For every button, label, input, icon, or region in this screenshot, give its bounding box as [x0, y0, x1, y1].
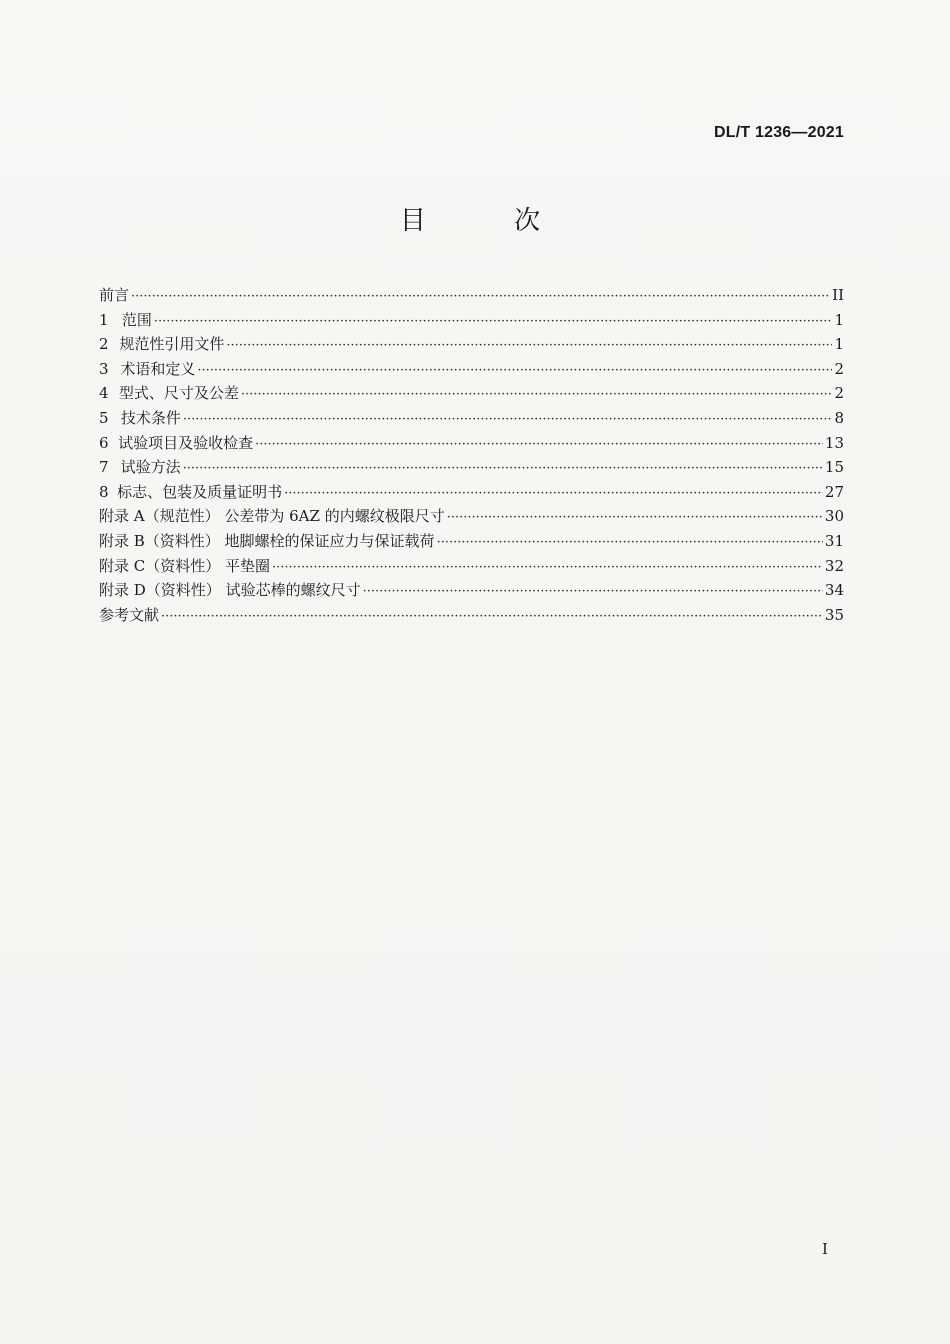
toc-leader-dots — [226, 332, 832, 357]
toc-entry-label: 术语和定义 — [120, 359, 196, 378]
page-title: 目 次 — [399, 206, 581, 236]
toc-entry-number: 5 — [99, 408, 109, 427]
toc-entry-number: 8 — [99, 482, 109, 501]
toc-leader-dots — [131, 283, 830, 308]
toc-entry[interactable] — [99, 283, 844, 308]
toc-entry-label: 标志、包装及质量证明书 — [117, 482, 283, 501]
toc-entry[interactable] — [99, 308, 844, 333]
toc-entry-page: 1 — [834, 310, 844, 329]
toc-entry-number: 6 — [99, 433, 109, 452]
toc-leader-dots — [183, 406, 832, 431]
toc-entry-label: 试验方法 — [120, 458, 181, 477]
toc-leader-dots — [284, 480, 823, 505]
toc-entry-page: 32 — [824, 556, 844, 575]
toc-entry[interactable] — [99, 381, 844, 406]
toc-entry[interactable] — [99, 480, 844, 505]
toc-entry-label: 型式、尺寸及公差 — [118, 384, 239, 403]
toc-leader-dots — [161, 603, 823, 628]
toc-entry-page: 1 — [834, 335, 844, 354]
toc-entry-number: 2 — [99, 335, 109, 354]
toc-leader-dots — [363, 578, 823, 603]
page-number: I — [822, 1240, 828, 1258]
toc-entry-label: 附录 C（资料性） 平垫圈 — [99, 556, 271, 575]
toc-entry-label: 试验项目及验收检查 — [118, 433, 254, 452]
toc-entry-page: 8 — [834, 408, 844, 427]
toc-entry-page: 35 — [824, 605, 844, 624]
toc-leader-dots — [197, 357, 832, 382]
toc-entry[interactable] — [99, 603, 844, 628]
toc-entry-label: 技术条件 — [120, 408, 181, 427]
toc-entry-number: 3 — [99, 359, 109, 378]
toc-entry-page: 2 — [834, 359, 844, 378]
toc-entry[interactable] — [99, 406, 844, 431]
toc-entry-page: 34 — [824, 581, 844, 600]
toc-entry-page: 27 — [824, 482, 844, 501]
toc-entry-page: 30 — [824, 507, 844, 526]
toc-leader-dots — [447, 504, 823, 529]
toc-entry-number: 1 — [99, 310, 109, 329]
toc-leader-dots — [154, 308, 832, 333]
toc-entry-label: 附录 D（资料性） 试验芯棒的螺纹尺寸 — [99, 581, 361, 600]
toc-entry-label: 附录 A（规范性） 公差带为 6AZ 的内螺纹极限尺寸 — [99, 507, 445, 526]
toc-entry[interactable] — [99, 431, 844, 456]
toc-entry-number: 4 — [99, 384, 109, 403]
toc-entry-page: 13 — [824, 433, 844, 452]
toc-entry[interactable] — [99, 332, 844, 357]
toc-leader-dots — [241, 381, 832, 406]
toc-entry[interactable] — [99, 504, 844, 529]
table-of-contents — [99, 283, 844, 627]
toc-entry-page: 31 — [824, 531, 844, 550]
toc-entry[interactable] — [99, 529, 844, 554]
toc-entry-page: II — [832, 286, 844, 304]
toc-entry-page: 15 — [824, 458, 844, 477]
toc-entry-page: 2 — [834, 384, 844, 403]
toc-entry[interactable] — [99, 554, 844, 579]
standard-code: DL/T 1236—2021 — [714, 124, 844, 141]
toc-entry-label: 规范性引用文件 — [119, 335, 225, 354]
toc-leader-dots — [183, 455, 823, 480]
toc-entry-number: 7 — [99, 458, 109, 477]
toc-entry[interactable] — [99, 578, 844, 603]
toc-entry[interactable] — [99, 357, 844, 382]
toc-entry-label: 附录 B（资料性） 地脚螺栓的保证应力与保证载荷 — [99, 531, 435, 550]
toc-entry[interactable] — [99, 455, 844, 480]
toc-leader-dots — [437, 529, 823, 554]
toc-entry-label: 范围 — [121, 310, 152, 329]
toc-entry-label: 参考文献 — [99, 605, 160, 624]
toc-entry-label: 前言 — [99, 286, 130, 304]
toc-leader-dots — [255, 431, 823, 456]
toc-leader-dots — [272, 554, 823, 579]
